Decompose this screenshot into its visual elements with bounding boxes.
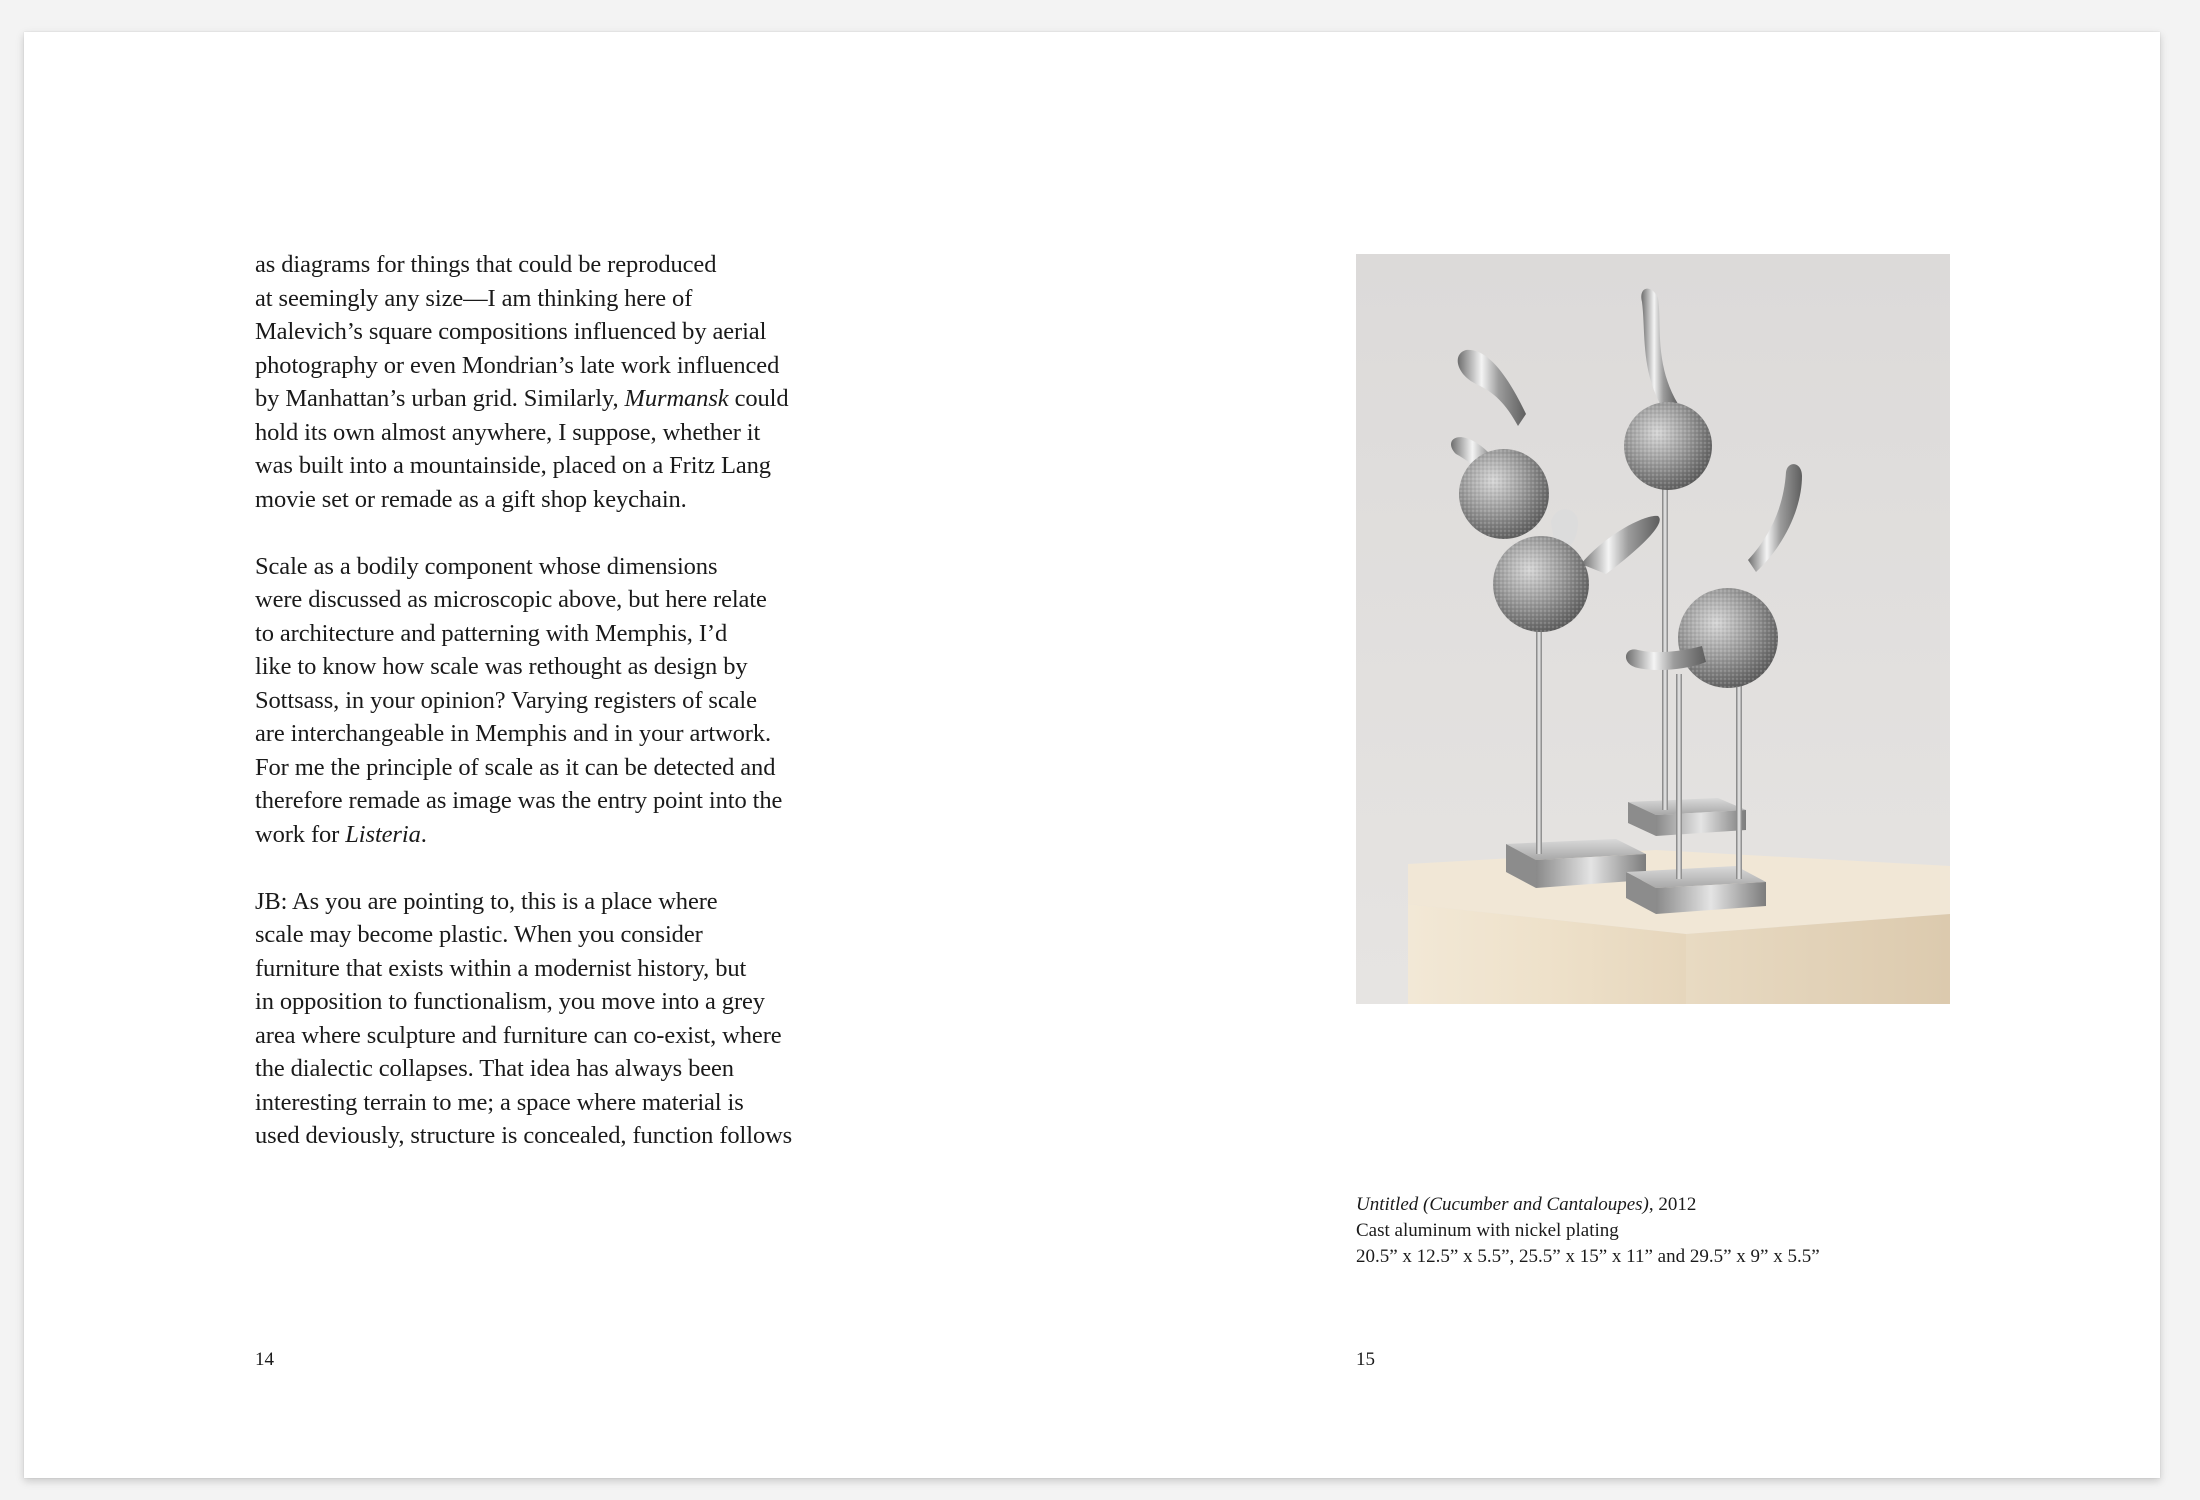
text-run: . — [420, 820, 427, 848]
text-line: are interchangeable in Memphis and in your artwork. — [255, 720, 772, 747]
text-run: work for — [255, 820, 346, 848]
text-line: the dialectic collapses. That idea has always been — [255, 1055, 734, 1082]
artwork-title: Untitled (Cucumber and Cantaloupes) — [1356, 1194, 1649, 1215]
right-page — [1092, 32, 2160, 1478]
text-line: furniture that exists within a modernist history, but — [255, 954, 747, 982]
text-line: JB: As you are pointing to, this is a place where — [255, 887, 718, 915]
artwork-caption — [1356, 1192, 1820, 1270]
text-line: were discussed as microscopic above, but here relate — [255, 586, 767, 613]
caption-title-line — [1356, 1192, 1820, 1218]
book-spread — [24, 32, 2160, 1478]
paragraph — [255, 550, 895, 852]
text-run: by Manhattan’s urban grid. Similarly, — [255, 385, 625, 412]
sculpture-photograph — [1356, 254, 1950, 1004]
text-line: like to know how scale was rethought as design by — [255, 653, 748, 680]
text-line: therefore remade as image was the entry point into the — [255, 787, 783, 814]
text-line: movie set or remade as a gift shop keychain. — [255, 485, 687, 513]
text-line: to architecture and patterning with Memphis, I’d — [255, 619, 728, 647]
text-line: as diagrams for things that could be reproduced — [255, 251, 717, 278]
paragraph — [255, 248, 895, 516]
text-line: Sottsass, in your opinion? Varying registers of scale — [255, 686, 757, 714]
left-page — [24, 32, 1092, 1478]
text-line: in opposition to functionalism, you move into a grey — [255, 988, 765, 1015]
paragraph — [255, 885, 895, 1153]
text-line: hold its own almost anywhere, I suppose, whether it — [255, 418, 761, 446]
text-line: used deviously, structure is concealed, function follows — [255, 1122, 793, 1149]
text-line: Malevich’s square compositions influenced by aerial — [255, 318, 767, 345]
artwork-dimensions: 20.5” x 12.5” x 5.5”, 25.5” x 15” x 11” and 29.5” x 9” x 5.5” — [1356, 1246, 1820, 1267]
artwork-medium: Cast aluminum with nickel plating — [1356, 1220, 1619, 1241]
italic-title: Murmansk — [624, 385, 729, 412]
text-line — [255, 382, 895, 416]
sculpture-illustration — [1356, 254, 1950, 1004]
text-line: area where sculpture and furniture can co-exist, where — [255, 1021, 782, 1049]
body-text — [255, 248, 895, 1186]
italic-title: Listeria — [345, 820, 421, 848]
text-line: photography or even Mondrian’s late work influenced — [255, 351, 780, 379]
text-line: at seemingly any size—I am thinking here of — [255, 284, 693, 312]
text-line: For me the principle of scale as it can be detected and — [255, 753, 776, 781]
page-number-left: 14 — [255, 1349, 274, 1370]
text-line: was built into a mountainside, placed on a Fritz Lang — [255, 452, 771, 479]
text-line: scale may become plastic. When you consider — [255, 921, 703, 948]
text-line: Scale as a bodily component whose dimensions — [255, 552, 718, 580]
page-number-right: 15 — [1356, 1349, 1375, 1370]
artwork-year: , 2012 — [1648, 1194, 1697, 1215]
text-line — [255, 818, 895, 852]
text-run: could — [728, 385, 789, 412]
text-line: interesting terrain to me; a space where material is — [255, 1088, 744, 1116]
